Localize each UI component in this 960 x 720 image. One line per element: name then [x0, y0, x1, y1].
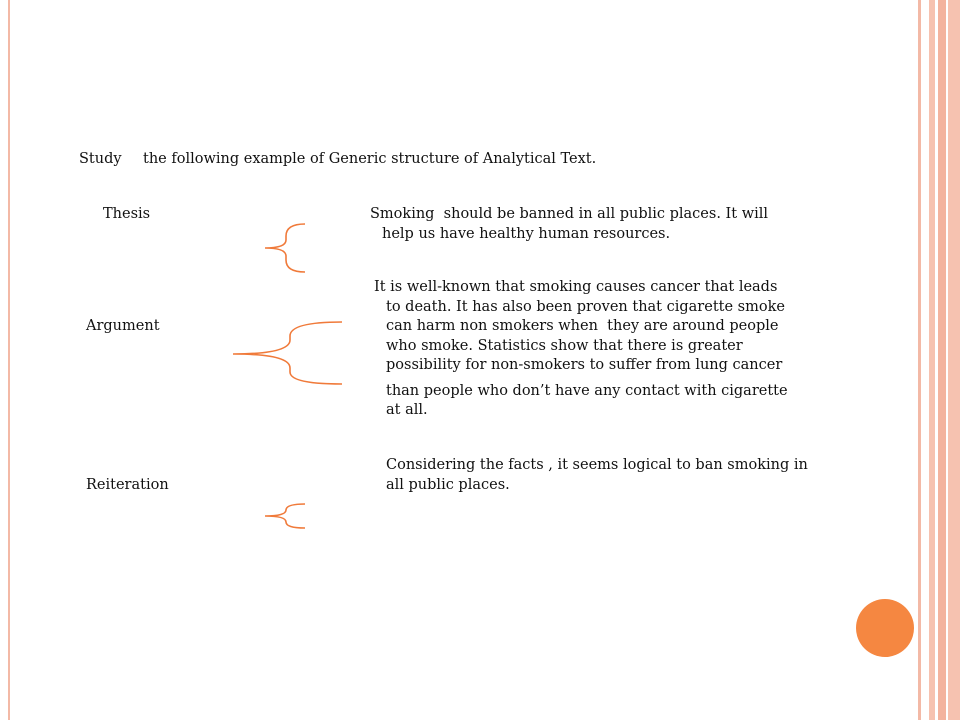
- slide-frame-left: [8, 0, 10, 720]
- thesis-line: Smoking should be banned in all public places. It will: [370, 206, 769, 222]
- label-argument: Argument: [86, 318, 160, 334]
- label-reiteration: Reiteration: [86, 477, 169, 493]
- thesis-line: help us have healthy human resources.: [382, 225, 671, 242]
- reiteration-brace-icon: [265, 504, 305, 528]
- reiteration-line: Considering the facts , it seems logical to ban smoking in: [386, 457, 808, 473]
- thesis-brace-icon: [265, 224, 305, 272]
- argument-brace-icon: [233, 322, 342, 384]
- argument-line: It is well-known that smoking causes cancer that leads: [374, 279, 778, 295]
- decorative-stripes: [921, 0, 960, 720]
- label-thesis: Thesis: [103, 206, 151, 222]
- reiteration-paragraph: [386, 456, 808, 495]
- intro-text: the following example of Generic structure of Analytical Text.: [143, 151, 597, 167]
- argument-paragraph: [374, 278, 788, 421]
- argument-line: than people who don’t have any contact with cigarette: [386, 382, 788, 399]
- decorative-circle: [856, 599, 914, 657]
- argument-line: possibility for non-smokers to suffer from lung cancer: [386, 357, 783, 373]
- argument-line: can harm non smokers when they are around people: [386, 318, 779, 334]
- argument-line: who smoke. Statistics show that there is greater: [386, 337, 743, 354]
- argument-line: at all.: [386, 402, 428, 418]
- argument-line: to death. It has also been proven that cigarette smoke: [386, 298, 785, 315]
- thesis-paragraph: [370, 205, 768, 244]
- intro-lead: Study: [79, 151, 122, 167]
- reiteration-line: all public places.: [386, 476, 510, 493]
